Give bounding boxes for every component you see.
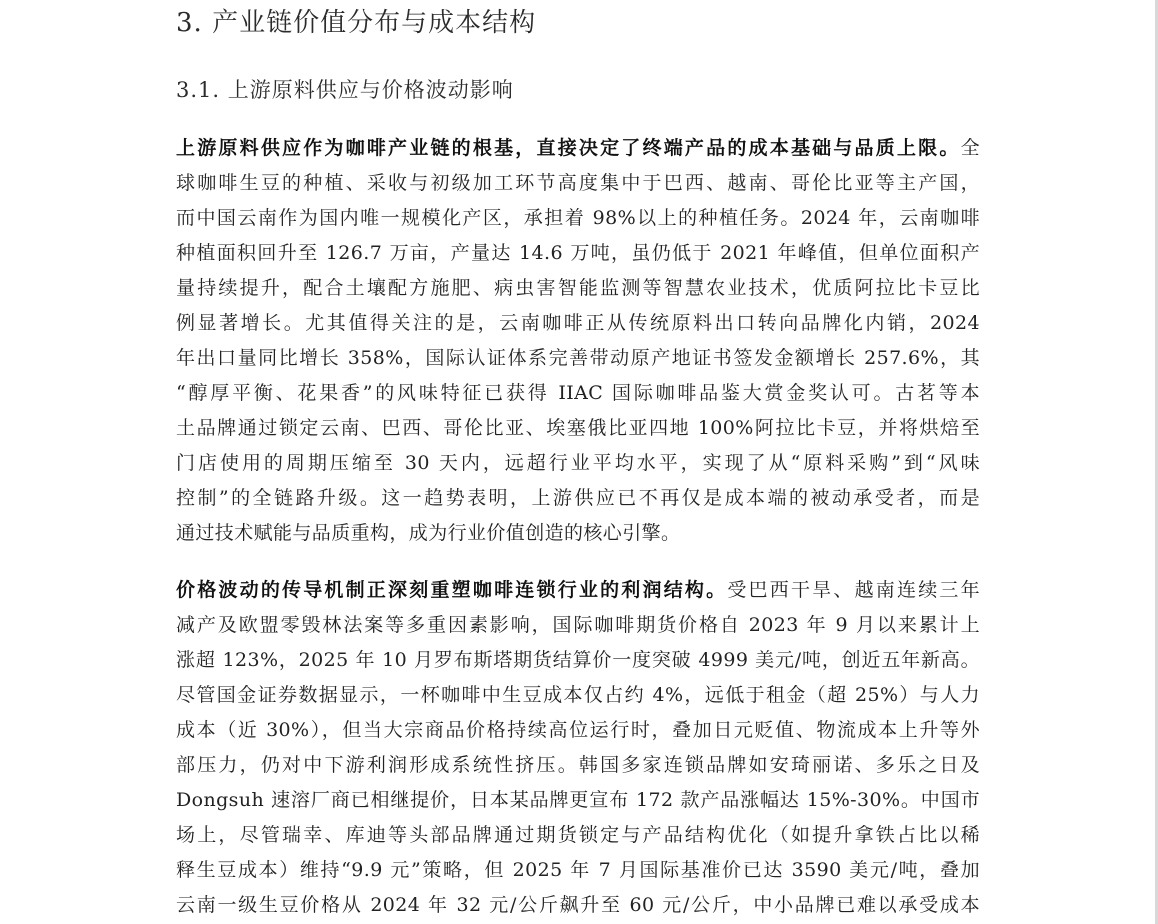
paragraph-line: 部压力，仍对中下游利润形成系统性挤压。韩国多家连锁品牌如安琦丽诺、多乐之日及 xyxy=(176,754,980,776)
paragraph-line: 云南一级生豆价格从 2024 年 32 元/公斤飙升至 60 元/公斤，中小品牌已难以承受成本 xyxy=(176,894,980,916)
paragraph-line: Dongsuh 速溶厂商已相继提价，日本某品牌更宣布 172 款产品涨幅达 15%-30%。中国市 xyxy=(176,789,980,811)
section-heading: 3. 产业链价值分布与成本结构 xyxy=(176,8,537,38)
paragraph-line: 量持续提升，配合土壤配方施肥、病虫害智能监测等智慧农业技术，优质阿拉比卡豆比 xyxy=(176,277,980,299)
subsection-heading: 3.1. 上游原料供应与价格波动影响 xyxy=(176,78,514,102)
paragraph-line: “醇厚平衡、花果香”的风味特征已获得 IIAC 国际咖啡品鉴大赏金奖认可。古茗等本 xyxy=(176,382,980,404)
paragraph-line: 成本（近 30%），但当大宗商品价格持续高位运行时，叠加日元贬值、物流成本上升等外 xyxy=(176,719,980,741)
paragraph-price-volatility xyxy=(176,573,980,923)
paragraph-line: 种植面积回升至 126.7 万亩，产量达 14.6 万吨，虽仍低于 2021 年峰值，但单位面积产 xyxy=(176,242,980,264)
paragraph-line: 球咖啡生豆的种植、采收与初级加工环节高度集中于巴西、越南、哥伦比亚等主产国， xyxy=(176,172,980,194)
paragraph-line: 而中国云南作为国内唯一规模化产区，承担着 98%以上的种植任务。2024 年，云南咖啡 xyxy=(176,207,980,229)
paragraph-upstream-supply xyxy=(176,131,980,551)
paragraph-line: 控制”的全链路升级。这一趋势表明，上游供应已不再仅是成本端的被动承受者，而是 xyxy=(176,487,980,509)
paragraph-text: 全 xyxy=(960,137,980,159)
paragraph-text: 受巴西干旱、越南连续三年 xyxy=(727,579,980,601)
paragraph-line: 年出口量同比增长 358%，国际认证体系完善带动原产地证书签发金额增长 257.6%，其 xyxy=(176,347,980,369)
paragraph-lead-sentence: 价格波动的传导机制正深刻重塑咖啡连锁行业的利润结构。 xyxy=(176,579,728,601)
paragraph-line: 尽管国金证券数据显示，一杯咖啡中生豆成本仅占约 4%，远低于租金（超 25%）与人力 xyxy=(176,684,980,706)
paragraph-line: 场上，尽管瑞幸、库迪等头部品牌通过期货锁定与产品结构优化（如提升拿铁占比以稀 xyxy=(176,824,980,846)
paragraph-line xyxy=(176,573,980,608)
paragraph-line: 土品牌通过锁定云南、巴西、哥伦比亚、埃塞俄比亚四地 100%阿拉比卡豆，并将烘焙至 xyxy=(176,417,980,439)
paragraph-line xyxy=(176,131,980,166)
paragraph-line: 门店使用的周期压缩至 30 天内，远超行业平均水平，实现了从“原料采购”到“风味 xyxy=(176,452,980,474)
paragraph-line: 释生豆成本）维持“9.9 元”策略，但 2025 年 7 月国际基准价已达 3590 美元/吨，叠加 xyxy=(176,859,980,881)
paragraph-lead-sentence: 上游原料供应作为咖啡产业链的根基，直接决定了终端产品的成本基础与品质上限。 xyxy=(176,137,961,159)
paragraph-line: 涨超 123%，2025 年 10 月罗布斯塔期货结算价一度突破 4999 美元/吨，创近五年新高。 xyxy=(176,649,980,671)
paragraph-line: 减产及欧盟零毁林法案等多重因素影响，国际咖啡期货价格自 2023 年 9 月以来累计上 xyxy=(176,614,980,636)
paragraph-line-last: 通过技术赋能与品质重构，成为行业价值创造的核心引擎。 xyxy=(176,522,681,544)
paragraph-line: 例显著增长。尤其值得关注的是，云南咖啡正从传统原料出口转向品牌化内销，2024 xyxy=(176,312,980,334)
